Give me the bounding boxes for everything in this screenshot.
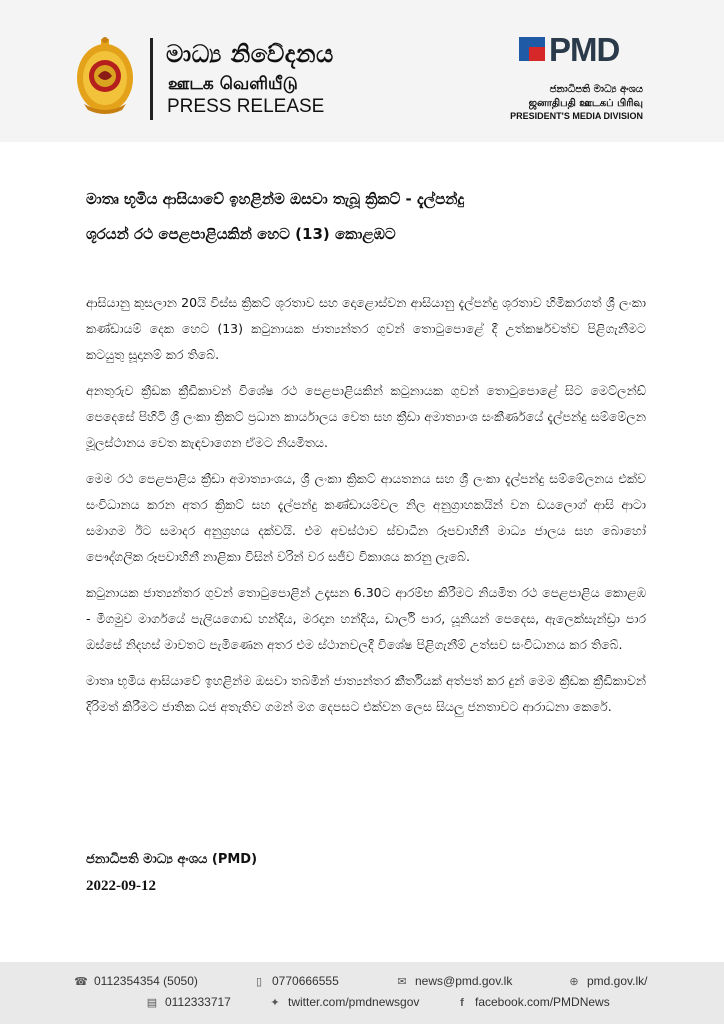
pmd-name-english: PRESIDENT'S MEDIA DIVISION <box>510 111 643 121</box>
paragraph-3: මෙම රථ පෙළපාළිය ක්‍රීඩා අමාත්‍යාංශය, ශ්‍රී ලංකා ක්‍රිකට් ආයතනය සහ ශ්‍රී ලංකා දැල්පන්දු සම්මේලනය එක්ව සංවිධානය කරන අතර ක්‍රිකට් සහ දැල්පන්දු කණ්ඩායම්වල නිල අනුග්‍රාහකයින් වන ඩයලොග් ආසි ආටා සමාගම ඊට සමාදර අනුග්‍රහය දක්වයි. එම අවස්ථාව ස්වාධීන රූපවාහිනී මාධ්‍ය ජාලය සහ බොහෝ පෞද්ගලික රූපවාහිනී නාළිකා විසින් වරින් වර සජීව විකාශය කරනු ලැබේ. <box>86 471 646 564</box>
paragraph-4: කටුනායක ජාත්‍යන්තර ගුවන් තොටුපොළින් උදෑසන 6.30ට ආරම්භ කිරීමට නියමිත රථ පෙළපාළිය කොළඹ - මීගමුව මාර්ගයේ පැලියගොඩ හන්දිය, මරදාන හන්දිය, ඩාර්ලි පාර, යූනියන් පෙදෙස, ඇලෙක්සැන්ඩ්‍රා පාර ඔස්සේ නිදහස් මාවතට පැමිණෙන අතර එම ස්ථානවලදී විශේෂ පිළිගැනීම් උත්සව සංවිධානය කර තිබේ. <box>86 585 646 652</box>
twitter-icon: ✦ <box>270 997 280 1009</box>
phone-number: 0112354354 (5050) <box>94 974 198 988</box>
contact-phone[interactable] <box>74 974 198 988</box>
article-body <box>86 290 646 730</box>
paragraph-2: අනතුරුව ක්‍රීඩක ක්‍රීඩිකාවන් විශේෂ රථ පෙළපාළියකින් කටුනායක ගුවන් තොටුපොළේ සිට මෙට්ලන්ඩ් පෙදෙසේ පිහිටි ශ්‍රී ලංකා ක්‍රිකට් ප්‍රධාන කාර්යාලය වෙත සහ ක්‍රීඩා අමාත්‍යාංශ සංකීර්ණයේ දැල්පන්දු සම්මේලන මූලස්ථානය වෙත කැඳවාගෙන ඒමට නියමිතය. <box>86 383 646 450</box>
sri-lanka-emblem-icon <box>74 36 136 116</box>
pmd-logo-accent-icon <box>529 47 545 61</box>
signature: ජනාධිපති මාධ්‍ය අංශය (PMD) <box>86 852 258 867</box>
website-url: pmd.gov.lk/ <box>587 974 648 988</box>
divider <box>150 38 153 120</box>
headline-line-2: ශූරයන් රථ පෙළපාළියකින් හෙට (13) කොළඹට <box>86 225 396 243</box>
fax-icon: ▤ <box>146 997 158 1009</box>
contact-website[interactable] <box>567 974 647 988</box>
facebook-icon: f <box>460 997 464 1009</box>
contact-mobile[interactable] <box>252 974 339 988</box>
letterhead <box>0 0 724 142</box>
pmd-name-sinhala: ජනාධිපති මාධ්‍ය අංශය <box>549 84 643 95</box>
contact-facebook[interactable] <box>455 995 610 1009</box>
headline-line-1: මාතෘ භූමිය ආසියාවේ ඉහළින්ම ඔසවා තැබූ ක්‍රිකට් - දැල්පන්දු <box>86 190 465 208</box>
release-date: 2022-09-12 <box>86 878 156 894</box>
email-address: news@pmd.gov.lk <box>415 974 513 988</box>
contact-footer <box>0 962 724 1024</box>
paragraph-1: ආසියානු කුසලාන 20යි විස්ස ක්‍රිකට් ශූරතාව සහ දොළොස්වන ආසියානු දැල්පන්දු ශූරතාව හිමිකරගත් ශ්‍රී ලංකා කණ්ඩායම් දෙක හෙට (13) කටුනායක ජාත්‍යන්තර ගුවන් තොටුපොළේ දී උත්කර්ෂවත්ව පිළිගැනීමට කටයුතු සූදානම් කර තිබේ. <box>86 295 646 362</box>
paragraph-5: මාතෘ භූමිය ආසියාවේ ඉහළින්ම ඔසවා තබමින් ජාත්‍යන්තර කීර්තියක් අත්පත් කර දුන් මෙම ක්‍රීඩක ක්‍රීඩිකාවන් දිරිමත් කිරීමට ජාතික ධජ අතැතිව ගමන් මග දෙපසට එක්වන ලෙස සියලු ජනතාවට ආරාධනා කෙරේ. <box>86 673 646 714</box>
twitter-handle: twitter.com/pmdnewsgov <box>288 995 420 1009</box>
facebook-page: facebook.com/PMDNews <box>475 995 610 1009</box>
phone-icon: ☎ <box>74 976 88 988</box>
globe-icon: ⊕ <box>569 976 579 988</box>
email-icon: ✉ <box>397 976 407 988</box>
fax-number: 0112333717 <box>165 995 231 1009</box>
mobile-number: 0770666555 <box>272 974 339 988</box>
contact-fax[interactable] <box>145 995 231 1009</box>
press-release-title-english: PRESS RELEASE <box>167 96 325 117</box>
press-release-title-tamil: ஊடக வெளியீடு <box>168 74 298 94</box>
press-release-title-sinhala: මාධ්‍ය නිවේදනය <box>166 40 334 68</box>
pmd-logo-text: PMD <box>549 31 620 68</box>
headline <box>86 182 646 252</box>
contact-twitter[interactable] <box>268 995 419 1009</box>
mobile-icon: ▯ <box>255 976 263 988</box>
pmd-name-tamil: ஜனாதிபதி ஊடகப் பிரிவு <box>528 98 643 109</box>
contact-email[interactable] <box>395 974 512 988</box>
